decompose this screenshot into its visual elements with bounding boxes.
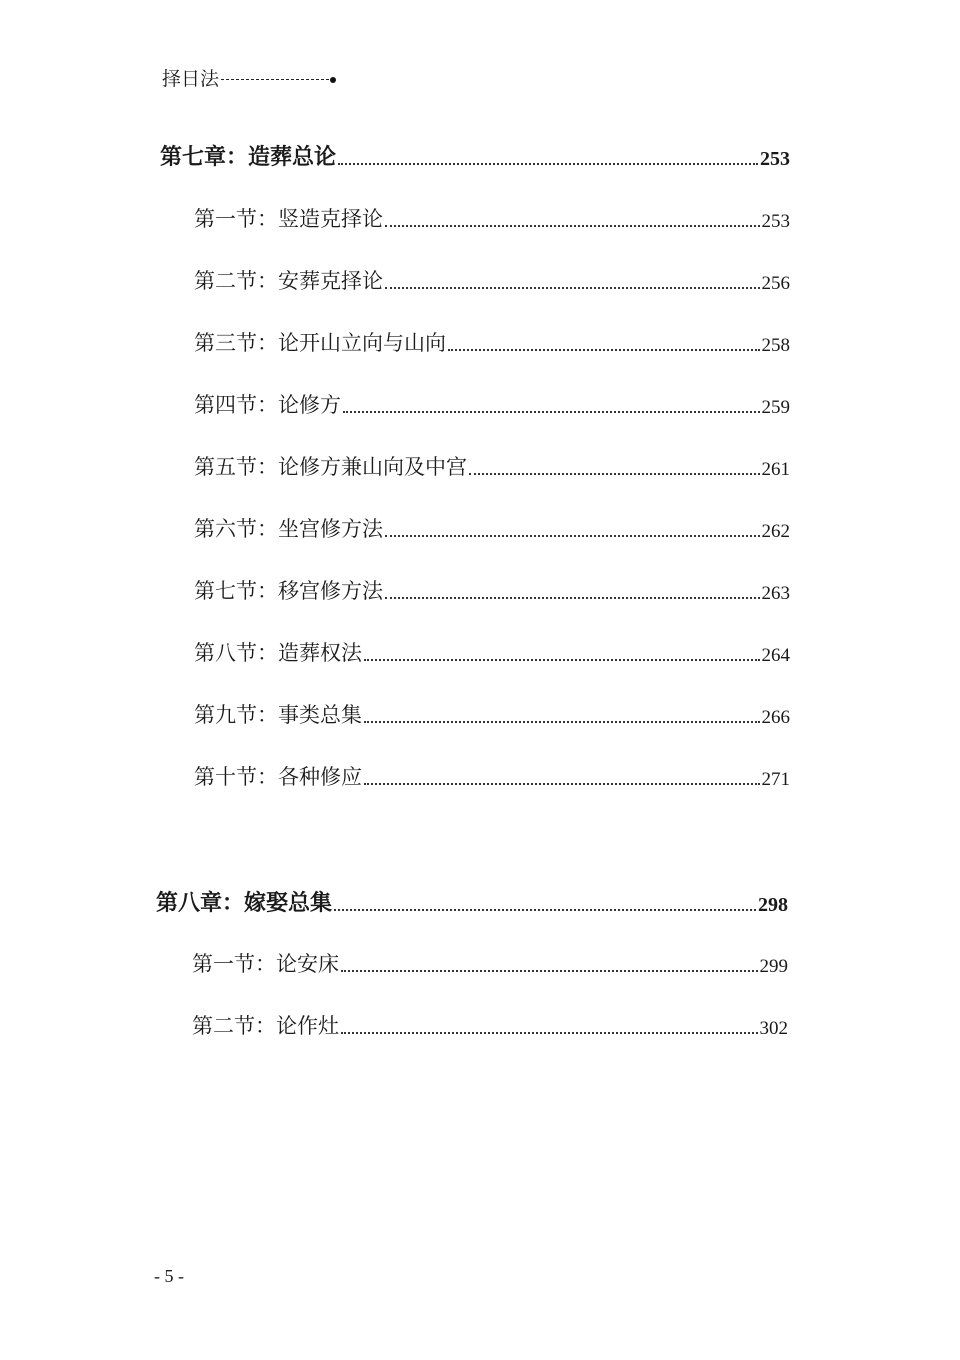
toc-section: [194, 265, 790, 295]
section-title: 第三节：论开山立向与山向: [194, 331, 446, 355]
dot-leader: [341, 970, 758, 972]
dot-leader: [385, 597, 760, 599]
dot-leader: [341, 1032, 758, 1034]
toc-entry-top: [162, 64, 336, 91]
section-page-number: 299: [759, 956, 788, 977]
toc-section: [194, 637, 790, 667]
section-title: 第九节：事类总集: [194, 703, 362, 727]
toc-section: [194, 575, 790, 605]
section-title: 第七节：移宫修方法: [194, 579, 383, 603]
section-page-number: 259: [761, 397, 790, 418]
toc-chapter-8: [156, 886, 788, 917]
section-page-number: 256: [761, 273, 790, 294]
section-page-number: 261: [761, 459, 790, 480]
toc-section: [194, 203, 790, 233]
page-number: - 5 -: [154, 1266, 184, 1286]
dot-leader: [343, 411, 760, 413]
toc-entry-label: 择日法: [162, 68, 220, 90]
dot-leader: [385, 225, 760, 227]
section-title: 第五节：论修方兼山向及中宫: [194, 455, 467, 479]
toc-section: [194, 513, 790, 543]
section-page-number: 253: [761, 211, 790, 232]
dot-leader: [364, 783, 760, 785]
chapter-title: 第八章：嫁娶总集: [156, 890, 333, 916]
section-title: 第十节：各种修应: [194, 765, 362, 789]
toc-section: [194, 327, 790, 357]
chapter-title: 第七章：造葬总论: [160, 144, 337, 170]
section-title: 第六节：坐宫修方法: [194, 517, 383, 541]
toc-section: [192, 1010, 788, 1040]
toc-section: [194, 451, 790, 481]
toc-section: [194, 699, 790, 729]
section-page-number: 266: [761, 707, 790, 728]
section-page-number: 302: [759, 1018, 788, 1039]
section-page-number: 258: [761, 335, 790, 356]
toc-section: [192, 948, 788, 978]
dot-leader: [338, 163, 758, 165]
dot-leader: [469, 473, 760, 475]
toc-chapter-7: [160, 140, 790, 171]
dot-leader: [364, 721, 760, 723]
section-title: 第四节：论修方: [194, 393, 341, 417]
section-page-number: 264: [761, 645, 790, 666]
section-title: 第一节：竖造克择论: [194, 207, 383, 231]
toc-section: [194, 389, 790, 419]
dot-leader: [385, 287, 760, 289]
section-title: 第一节：论安床: [192, 952, 339, 976]
toc-section: [194, 761, 790, 791]
dashed-leader: [221, 79, 329, 80]
section-title: 第二节：安葬克择论: [194, 269, 383, 293]
dot-leader: [385, 535, 760, 537]
dot-leader: [448, 349, 760, 351]
chapter-page-number: 253: [760, 148, 790, 170]
section-title: 第八节：造葬权法: [194, 641, 362, 665]
dot-leader: [364, 659, 760, 661]
section-title: 第二节：论作灶: [192, 1014, 339, 1038]
bullet-dot-icon: [330, 77, 336, 83]
section-page-number: 271: [761, 769, 790, 790]
section-page-number: 263: [761, 583, 790, 604]
section-page-number: 262: [761, 521, 790, 542]
chapter-page-number: 298: [758, 894, 788, 916]
dot-leader: [334, 909, 756, 911]
